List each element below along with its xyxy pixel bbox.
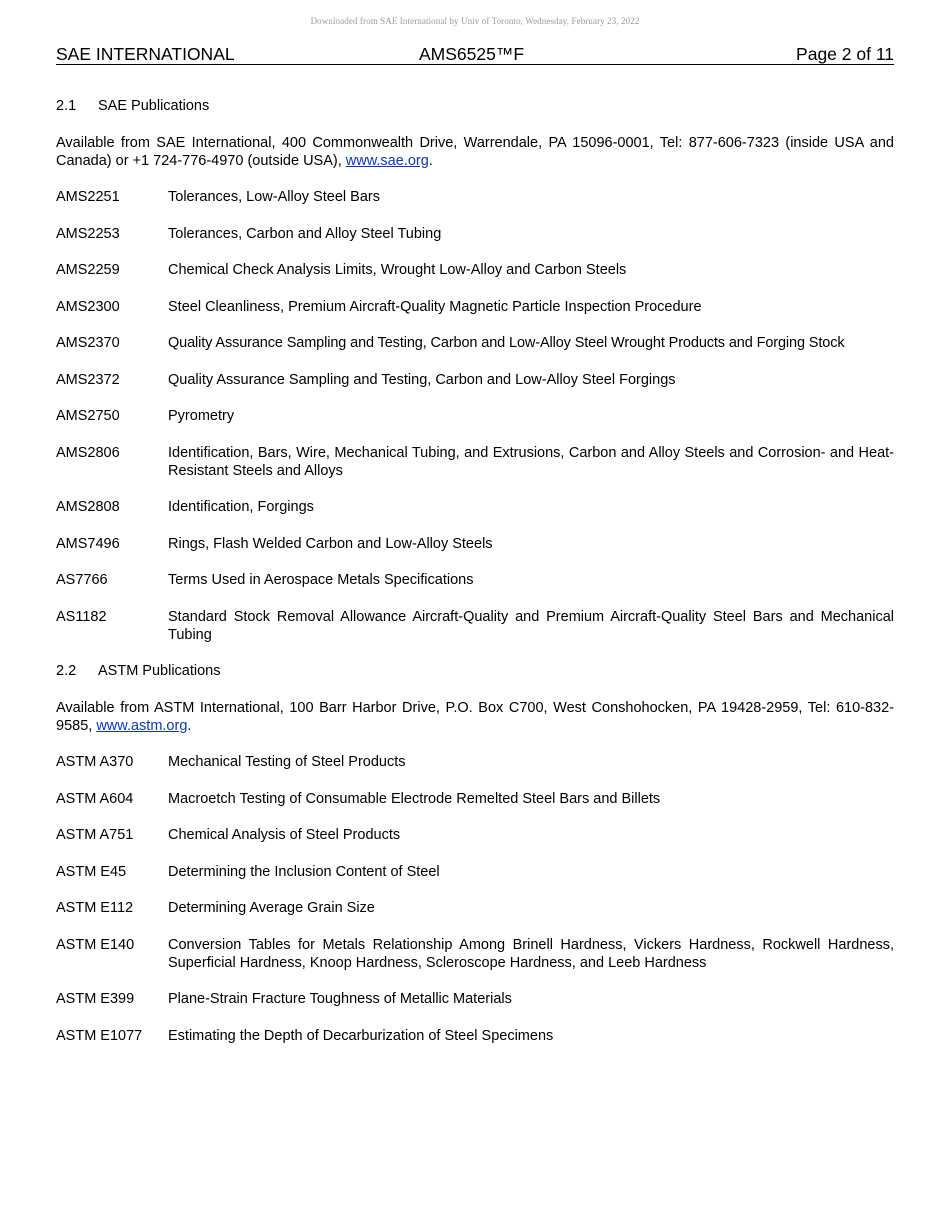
astm-website-link[interactable]: www.astm.org [96, 717, 188, 734]
availability-paragraph [56, 699, 894, 735]
page-header [56, 44, 894, 65]
download-watermark: Downloaded from SAE International by Univ of Toronto, Wednesday, February 23, 2022 [310, 16, 640, 26]
reference-item [56, 899, 894, 917]
reference-code: AMS2300 [56, 298, 120, 315]
reference-item [56, 444, 894, 480]
reference-title: Terms Used in Aerospace Metals Specifications [168, 572, 474, 588]
reference-title: Quality Assurance Sampling and Testing, Carbon and Low-Alloy Steel Wrought Products and Forging Stock [168, 335, 845, 351]
section-heading [56, 662, 894, 680]
document-body [56, 97, 894, 1063]
reference-title: Pyrometry [168, 408, 235, 424]
reference-item [56, 535, 894, 553]
reference-code: AMS7496 [56, 535, 120, 552]
reference-title: Identification, Forgings [168, 499, 314, 515]
reference-title: Quality Assurance Sampling and Testing, Carbon and Low-Alloy Steel Forgings [168, 371, 676, 388]
section-number: 2.1 [56, 98, 77, 114]
reference-item [56, 334, 894, 352]
reference-code: AS7766 [56, 572, 108, 588]
reference-item [56, 371, 894, 389]
reference-item [56, 1027, 894, 1045]
reference-item [56, 863, 894, 881]
reference-title: Plane-Strain Fracture Toughness of Metallic Materials [168, 991, 512, 1007]
reference-item [56, 790, 894, 808]
reference-code: AMS2370 [56, 335, 120, 351]
reference-item [56, 407, 894, 425]
reference-item [56, 498, 894, 516]
reference-item [56, 571, 894, 589]
reference-code: ASTM A370 [56, 754, 134, 770]
section-title: SAE Publications [98, 98, 210, 114]
reference-code: ASTM A604 [56, 790, 134, 807]
reference-code: ASTM E45 [56, 863, 127, 880]
reference-item [56, 298, 894, 316]
reference-code: AMS2372 [56, 371, 120, 388]
reference-title: Conversion Tables for Metals Relationship Among Brinell Hardness, Vickers Hardness, Rockwell Hardness, Superficial Hardness, Knoop Hardness, Scleroscope Hardness, and Leeb Hardness [168, 936, 894, 971]
reference-code: ASTM E1077 [56, 1027, 143, 1044]
reference-code: ASTM E399 [56, 991, 135, 1007]
reference-item [56, 261, 894, 279]
availability-text: Available from SAE International, 400 Commonwealth Drive, Warrendale, PA 15096-0001, Tel: 877-606-7323 (inside USA and Canada) or +1 724-776-4970 (outside USA), [56, 134, 894, 169]
header-org: SAE INTERNATIONAL [56, 44, 235, 64]
reference-title: Steel Cleanliness, Premium Aircraft-Quality Magnetic Particle Inspection Procedure [168, 298, 702, 315]
reference-title: Chemical Analysis of Steel Products [168, 827, 401, 843]
section-number: 2.2 [56, 663, 77, 679]
reference-item [56, 188, 894, 206]
reference-item [56, 990, 894, 1008]
reference-code: ASTM E112 [56, 900, 134, 916]
reference-code: AS1182 [56, 608, 107, 625]
section-heading [56, 97, 894, 115]
reference-title: Tolerances, Carbon and Alloy Steel Tubing [168, 225, 442, 242]
header-page-number: Page 2 of 11 [796, 44, 894, 64]
reference-title: Macroetch Testing of Consumable Electrode Remelted Steel Bars and Billets [168, 790, 661, 807]
availability-paragraph [56, 134, 894, 170]
availability-suffix: . [187, 717, 192, 734]
reference-code: AMS2808 [56, 499, 120, 515]
reference-title: Rings, Flash Welded Carbon and Low-Alloy Steels [168, 535, 493, 552]
header-doc-number: AMS6525™F [419, 44, 525, 64]
reference-code: AMS2750 [56, 408, 120, 424]
reference-title: Standard Stock Removal Allowance Aircraft-Quality and Premium Aircraft-Quality Steel Bars and Mechanical Tubing [168, 608, 894, 643]
reference-title: Chemical Check Analysis Limits, Wrought Low-Alloy and Carbon Steels [168, 262, 627, 278]
reference-item [56, 225, 894, 243]
reference-title: Estimating the Depth of Decarburization of Steel Specimens [168, 1027, 554, 1044]
reference-title: Mechanical Testing of Steel Products [168, 754, 406, 770]
reference-code: ASTM A751 [56, 827, 134, 843]
availability-text: Available from ASTM International, 100 Barr Harbor Drive, P.O. Box C700, West Conshohocken, PA 19428-2959, Tel: 610-832-9585, [56, 699, 894, 734]
reference-title: Determining the Inclusion Content of Steel [168, 863, 440, 880]
reference-item [56, 753, 894, 771]
reference-code: ASTM E140 [56, 936, 135, 953]
reference-code: AMS2253 [56, 225, 120, 242]
reference-title: Determining Average Grain Size [168, 900, 375, 916]
availability-suffix: . [428, 152, 433, 169]
reference-code: AMS2251 [56, 189, 120, 205]
sae-website-link[interactable]: www.sae.org [345, 152, 429, 169]
reference-title: Identification, Bars, Wire, Mechanical Tubing, and Extrusions, Carbon and Alloy Steels and Corrosion- and Heat-Resistant Steels and Alloys [168, 444, 894, 479]
reference-code: AMS2259 [56, 262, 120, 278]
section-title: ASTM Publications [98, 663, 221, 679]
reference-item [56, 826, 894, 844]
reference-code: AMS2806 [56, 444, 120, 461]
reference-item [56, 936, 894, 972]
reference-item [56, 608, 894, 644]
reference-title: Tolerances, Low-Alloy Steel Bars [168, 189, 380, 205]
